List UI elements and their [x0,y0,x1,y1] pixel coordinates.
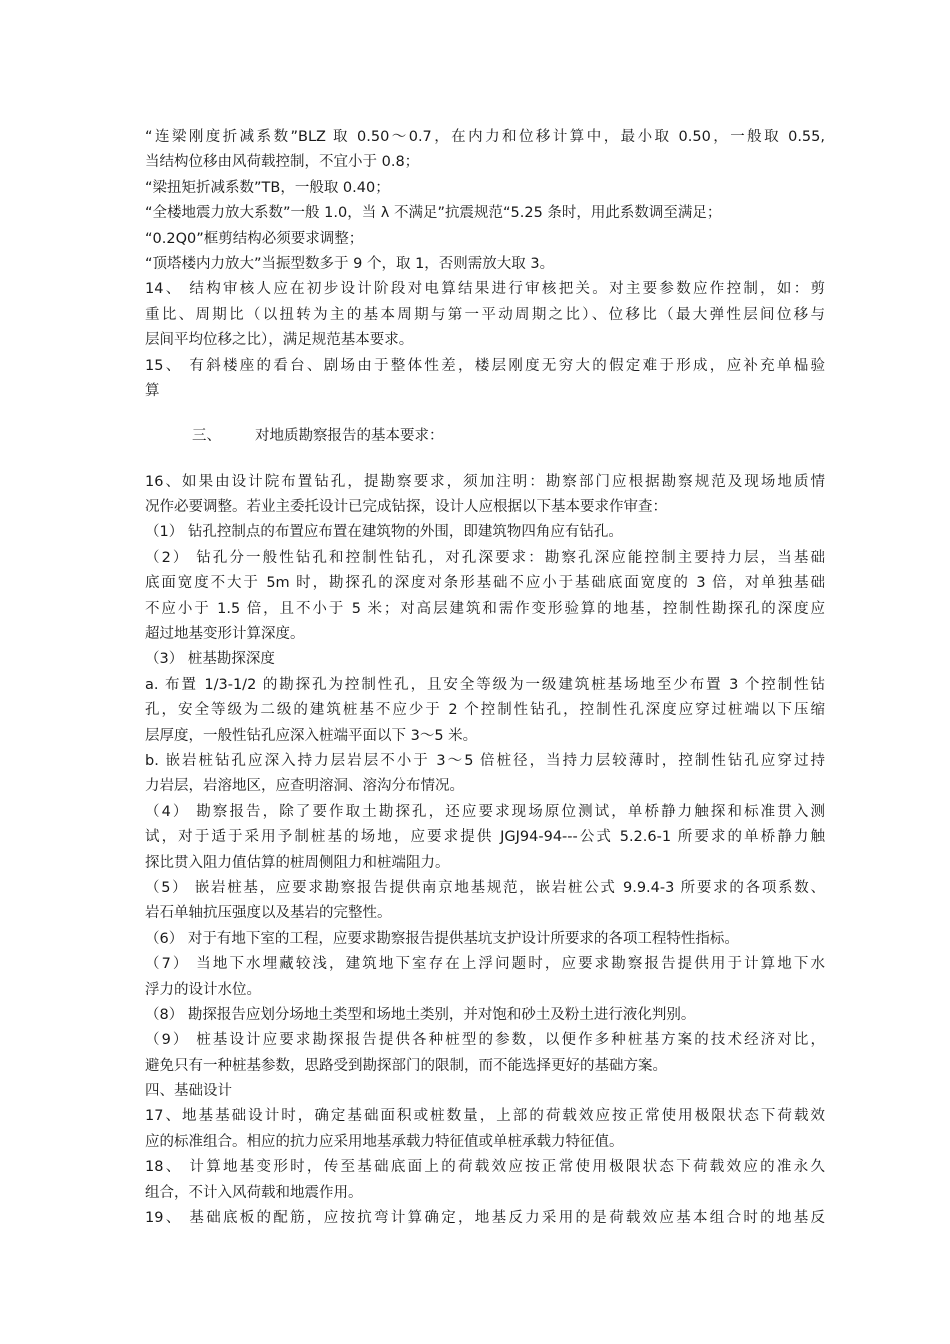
text-line: 层间平均位移之比），满足规范基本要求。 [145,332,414,349]
section-number: 三、 [192,428,221,445]
text-line: （4） 勘察报告，除了要作取土勘探孔，还应要求现场原位测试，单桥静力触探和标准贯入测 [145,803,825,820]
text-line: （3） 桩基勘探深度 [145,651,275,668]
text-line: 组合，不计入风荷载和地震作用。 [145,1184,363,1201]
text-line: 重比、周期比（以扭转为主的基本周期与第一平动周期之比）、位移比（最大弹性层间位移与 [145,306,825,323]
text-line: 不应小于 1.5 倍，且不小于 5 米；对高层建筑和需作变形验算的地基，控制性勘探孔的深度应 [145,600,825,617]
text-line: b. 嵌岩桩钻孔应深入持力层岩层不小于 3～5 倍桩径，当持力层较薄时，控制性钻孔应穿过持 [145,752,825,769]
text-line: 况作必要调整。若业主委托设计已完成钻探，设计人应根据以下基本要求作审查： [145,499,667,516]
text-line: 浮力的设计水位。 [145,981,261,998]
section-heading [145,424,825,449]
text-line: （9） 桩基设计应要求勘探报告提供各种桩型的参数，以便作多种桩基方案的技术经济对比， [145,1032,825,1049]
text-line: 试，对于适于采用予制桩基的场地，应要求提供 JGJ94-94---公式 5.2.6-1 所要求的单桥静力触 [145,829,825,846]
text-line: 18、 计算地基变形时，传至基础底面上的荷载效应按正常使用极限状态下荷载效应的准永久 [145,1159,825,1176]
text-line: 力岩层，岩溶地区，应查明溶洞、溶沟分布情况。 [145,778,464,795]
text-line: 16、如果由设计院布置钻孔，提勘察要求，须加注明：勘察部门应根据勘察规范及现场地质情 [145,473,825,490]
text-line: 孔，安全等级为二级的建筑桩基不应少于 2 个控制性钻孔，控制性孔深度应穿过桩端以下压缩 [145,702,825,719]
parameter-notes-section [145,125,825,404]
text-line: 算 [145,382,160,399]
text-line: 超过地基变形计算深度。 [145,626,305,643]
text-line: “梁扭矩折减系数”TB，一般取 0.40； [145,179,390,196]
text-line: 底面宽度不大于 5m 时，勘探孔的深度对条形基础不应小于基础底面宽度的 3 倍，对单独基础 [145,575,825,592]
text-line: 应的标准组合。相应的抗力应采用地基承载力特征值或单桩承载力特征值。 [145,1133,624,1150]
text-line: “顶塔楼内力放大”当振型数多于 9 个，取 1，否则需放大取 3。 [145,255,555,272]
text-line: a. 布置 1/3-1/2 的勘探孔为控制性孔，且安全等级为一级建筑桩基场地至少布置 3 个控制性钻 [145,676,825,693]
text-line: 避免只有一种桩基参数，思路受到勘探部门的限制，而不能选择更好的基础方案。 [145,1057,667,1074]
text-line: （7） 当地下水埋藏较浅，建筑地下室存在上浮问题时，应要求勘察报告提供用于计算地下水 [145,956,825,973]
text-line: 15、 有斜楼座的看台、剧场由于整体性差，楼层刚度无穷大的假定难于形成，应补充单榀验 [145,357,825,374]
text-line: “0.2Q0”框剪结构必须要求调整； [145,230,364,247]
text-line: 19、 基础底板的配筋，应按抗弯计算确定，地基反力采用的是荷载效应基本组合时的地基反 [145,1210,825,1227]
text-line: 14、 结构审核人应在初步设计阶段对电算结果进行审核把关。对主要参数应作控制，如：剪 [145,281,825,298]
geology-requirements-section [145,470,825,1232]
text-line: （2） 钻孔分一般性钻孔和控制性钻孔，对孔深要求：勘察孔深应能控制主要持力层，当基础 [145,549,825,566]
text-line: （6） 对于有地下室的工程，应要求勘察报告提供基坑支护设计所要求的各项工程特性指标。 [145,930,739,947]
text-line: （1） 钻孔控制点的布置应布置在建筑物的外围，即建筑物四角应有钻孔。 [145,524,623,541]
text-line: “连梁刚度折减系数”BLZ 取 0.50～0.7，在内力和位移计算中，最小取 0.50，一般取 0.55, [145,129,825,145]
spacer [145,404,825,424]
text-line: 层厚度，一般性钻孔应深入桩端平面以下 3～5 米。 [145,727,478,744]
text-line: 17、地基基础设计时，确定基础面积或桩数量，上部的荷载效应按正常使用极限状态下荷载效 [145,1108,825,1125]
text-line: （8） 勘探报告应划分场地土类型和场地土类别，并对饱和砂土及粉土进行液化判别。 [145,1006,696,1023]
text-line: 岩石单轴抗压强度以及基岩的完整性。 [145,905,392,922]
text-line: 探比贯入阻力值估算的桩周侧阻力和桩端阻力。 [145,854,450,871]
spacer [145,450,825,470]
text-line: 当结构位移由风荷载控制，不宜小于 0.8； [145,154,420,171]
text-line: “全楼地震力放大系数”一般 1.0，当 λ 不满足”抗震规范“5.25 条时，用此系数调至满足； [145,205,722,222]
text-line: 四、基础设计 [145,1083,232,1100]
text-line: （5） 嵌岩桩基，应要求勘察报告提供南京地基规范，嵌岩桩公式 9.9.4-3 所要求的各项系数、 [145,879,825,896]
document-body [145,125,825,1231]
section-title: 对地质勘察报告的基本要求： [255,428,444,445]
